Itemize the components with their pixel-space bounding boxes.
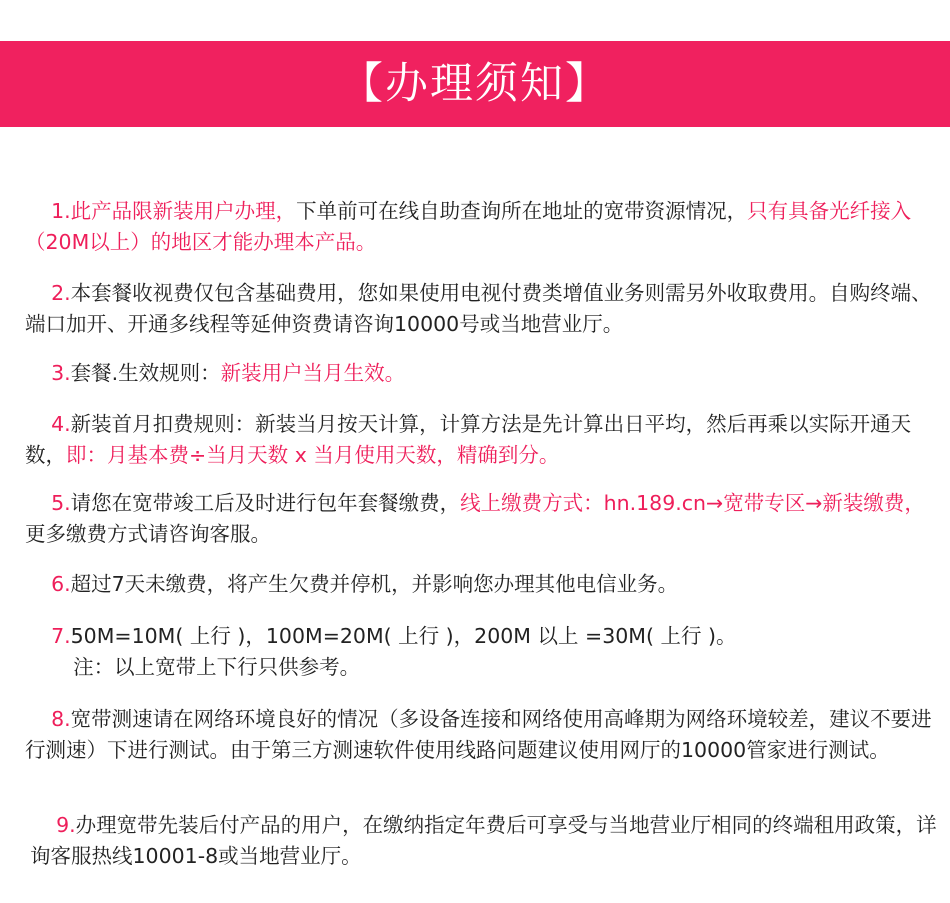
item-number: 9. [56,813,76,837]
item-number: 4. [51,412,71,436]
item-number: 2. [51,281,71,305]
item-number: 8. [51,707,71,731]
item-text: 请您在宽带竣工后及时进行包年套餐缴费， [70,491,461,515]
item-text: 办理宽带先装后付产品的用户，在缴纳指定年费后可享受与当地营业厅相同的终端租用政策，详询客服热线10001-8或当地营业厅。 [30,813,937,868]
item-highlight: 新装用户当月生效。 [220,361,406,385]
item-highlight: 即：月基本费÷当月天数 x 当月使用天数，精确到分。 [66,443,560,467]
notice-item-9 [30,779,940,903]
item-text: 超过7天未缴费，将产生欠费并停机，并影响您办理其他电信业务。 [70,572,679,596]
item-number: 1. [51,199,71,223]
item-number: 5. [51,491,71,515]
item-text: 更多缴费方式请咨询客服。 [25,522,271,546]
item-text: 套餐.生效规则： [70,361,221,385]
item-text: 宽带测速请在网络环境良好的情况（多设备连接和网络使用高峰期为网络环境较差，建议不要进行测速）下进行测试。由于第三方测速软件使用线路问题建议使用网厅的10000管家进行测试。 [25,707,932,762]
item-highlight: 此产品限新装用户办理， [70,199,297,223]
item-text: 50M=10M( 上行 )，100M=20M( 上行 )，200M 以上 =30M( 上行 )。 [70,624,737,648]
item-text: 本套餐收视费仅包含基础费用，您如果使用电视付费类增值业务则需另外收取费用。自购终端、端口加开、开通多线程等延伸资费请咨询10000号或当地营业厅。 [25,281,932,336]
item-number: 7. [51,624,71,648]
item-number: 6. [51,572,71,596]
item-highlight: 只有具备光纤接入（20M以上）的地区才能办理本产品。 [25,199,912,254]
item-text: 新装首月扣费规则：新装当月按天计算，计算方法是先计算出日平均，然后再乘以实际开通天数， [25,412,912,467]
item-highlight: 线上缴费方式：hn.189.cn→宽带专区→新装缴费， [460,491,925,515]
item-text: 注：以上宽带上下行只供参考。 [73,655,361,679]
item-text: 下单前可在线自助查询所在地址的宽带资源情况， [296,199,748,223]
header-banner [0,41,950,127]
item-number: 3. [51,361,71,385]
page-title: 【办理须知】 [340,58,610,109]
